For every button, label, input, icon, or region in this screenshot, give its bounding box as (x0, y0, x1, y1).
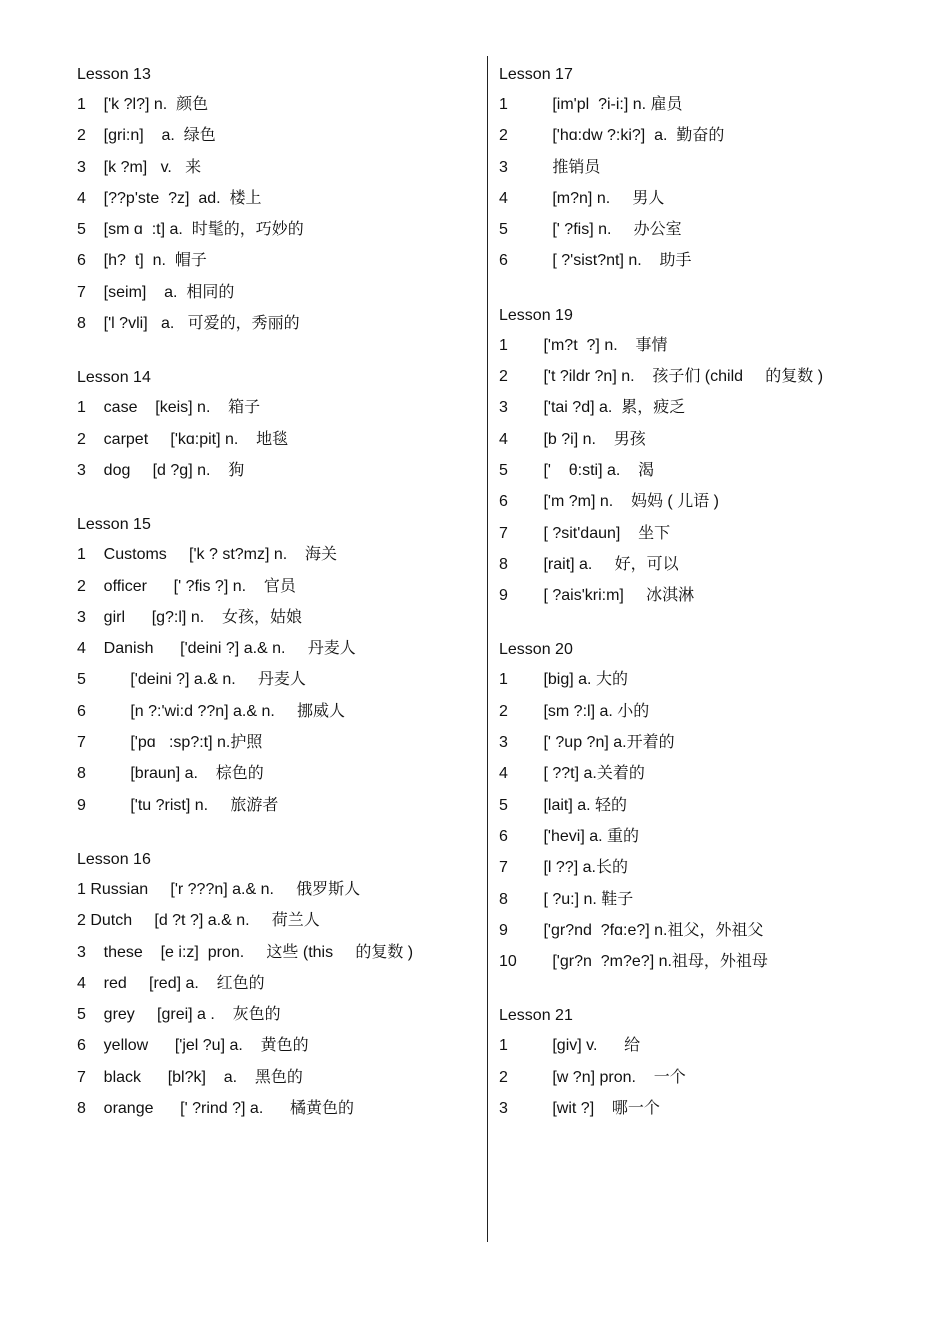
vocab-entry: 5 [lait] a. 轻的 (499, 796, 628, 814)
vocab-entry: 3 girl [g?:l] n. 女孩，姑娘 (77, 608, 302, 626)
vocab-entry: 9 ['tu ?rist] n. 旅游者 (77, 796, 279, 814)
vocab-entry: 4 [ ??t] a.关着的 (499, 765, 645, 783)
vocab-entry: 3 [wit ?] 哪一个 (499, 1100, 660, 1118)
vocab-entry: 3 these [e i:z] pron. 这些 (this 的复数 ) (77, 943, 414, 961)
vocab-entry: 2 officer [' ?fis ?] n. 官员 (77, 577, 296, 595)
vocab-entry: 9 [ ?ais'kri:m] 冰淇淋 (499, 587, 695, 605)
vocab-entry: 7 black [bl?k] a. 黑色的 (77, 1068, 303, 1086)
vocab-entry: 2 [sm ?:l] a. 小的 (499, 702, 650, 720)
lesson-block (499, 1001, 919, 1124)
vocab-entry: 8 ['l ?vli] a. 可爱的，秀丽的 (77, 315, 300, 333)
vocab-entry: 8 orange [' ?rind ?] a. 橘黄色的 (77, 1100, 354, 1118)
vocab-entry: 5 [sm ɑ :t] a. 时髦的，巧妙的 (77, 221, 304, 239)
vocab-entry: 6 yellow ['jel ?u] a. 黄色的 (77, 1037, 309, 1055)
vocab-entry: 8 [ ?u:] n. 鞋子 (499, 890, 634, 908)
vocab-entry: 1 [im'pl ?i-i:] n. 雇员 (499, 96, 683, 113)
vocab-entry: 4 Danish ['deini ?] a.& n. 丹麦人 (77, 640, 356, 658)
vocab-entry: 2 [w ?n] pron. 一个 (499, 1068, 686, 1086)
lesson-block (77, 363, 477, 486)
vocab-entry: 5 grey [grei] a . 灰色的 (77, 1006, 281, 1024)
lesson-title: Lesson 21 (499, 1007, 573, 1025)
lesson-title: Lesson 17 (499, 66, 573, 83)
vocab-entry: 5 ['deini ?] a.& n. 丹麦人 (77, 671, 306, 689)
vocab-entry: 3 推销员 (499, 158, 601, 176)
vocab-entry: 6 ['hevi] a. 重的 (499, 827, 639, 845)
vocab-entry: 10 ['gr?n ?m?e?] n.祖母，外祖母 (499, 953, 768, 971)
lesson-title: Lesson 19 (499, 306, 573, 324)
vocab-entry: 5 [' θ:sti] a. 渴 (499, 461, 655, 479)
lesson-block (77, 60, 477, 339)
lesson-title: Lesson 13 (77, 66, 151, 83)
vocab-entry: 6 [ ?'sist?nt] n. 助手 (499, 252, 692, 270)
vocab-entry: 5 [' ?fis] n. 办公室 (499, 221, 682, 239)
vocab-entry: 1 [giv] v. 给 (499, 1037, 641, 1055)
vocab-entry: 4 [??p'ste ?z] ad. 楼上 (77, 189, 262, 207)
vocab-entry: 2 Dutch [d ?t ?] a.& n. 荷兰人 (77, 912, 320, 930)
vocab-entry: 3 [k ?m] v. 来 (77, 158, 202, 176)
vocab-entry: 6 [n ?:'wi:d ??n] a.& n. 挪威人 (77, 702, 346, 720)
vocab-entry: 3 dog [d ?g] n. 狗 (77, 461, 245, 479)
vocab-entry: 1 Russian ['r ???n] a.& n. 俄罗斯人 (77, 880, 361, 898)
vocab-entry: 7 ['pɑ :sp?:t] n.护照 (77, 734, 263, 752)
vocab-entry: 2 [gri:n] a. 绿色 (77, 127, 216, 145)
left-column (77, 60, 477, 1148)
vocab-entry: 3 [' ?up ?n] a.开着的 (499, 734, 675, 752)
vocab-entry: 6 ['m ?m] n. 妈妈 ( 儿语 ) (499, 493, 719, 511)
vocab-entry: 4 [m?n] n. 男人 (499, 189, 665, 207)
vocab-entry: 7 [seim] a. 相同的 (77, 283, 235, 301)
column-divider (487, 56, 488, 1242)
vocab-entry: 3 ['tai ?d] a. 累，疲乏 (499, 399, 686, 417)
vocab-entry: 1 Customs ['k ? st?mz] n. 海关 (77, 546, 338, 564)
vocab-entry: 2 ['hɑ:dw ?:ki?] a. 勤奋的 (499, 127, 725, 145)
vocab-entry: 1 [big] a. 大的 (499, 671, 628, 689)
lesson-block (499, 60, 919, 277)
vocab-entry: 4 red [red] a. 红色的 (77, 974, 265, 992)
vocab-entry: 4 [b ?i] n. 男孩 (499, 430, 646, 448)
vocab-entry: 1 case [keis] n. 箱子 (77, 399, 261, 417)
lesson-block (499, 301, 919, 612)
lesson-title: Lesson 14 (77, 369, 151, 387)
lesson-block (499, 635, 919, 977)
right-column (499, 60, 919, 1148)
vocab-entry: 7 [l ??] a.长的 (499, 859, 628, 877)
lesson-block (77, 510, 477, 821)
vocab-entry: 6 [h? t] n. 帽子 (77, 252, 207, 270)
vocab-entry: 8 [rait] a. 好，可以 (499, 555, 679, 573)
vocab-entry: 9 ['gr?nd ?fɑ:e?] n.祖父，外祖父 (499, 921, 764, 939)
vocab-entry: 1 ['m?t ?] n. 事情 (499, 336, 668, 354)
lesson-title: Lesson 16 (77, 850, 151, 868)
vocab-entry: 2 carpet ['kɑ:pit] n. 地毯 (77, 430, 289, 448)
lesson-title: Lesson 15 (77, 516, 151, 534)
vocab-entry: 1 ['k ?l?] n. 颜色 (77, 96, 209, 113)
vocab-entry: 8 [braun] a. 棕色的 (77, 765, 264, 783)
vocab-entry: 7 [ ?sit'daun] 坐下 (499, 524, 671, 542)
vocab-entry: 2 ['t ?ildr ?n] n. 孩子们 (child 的复数 ) (499, 368, 824, 386)
lesson-title: Lesson 20 (499, 641, 573, 659)
lesson-block (77, 845, 477, 1124)
